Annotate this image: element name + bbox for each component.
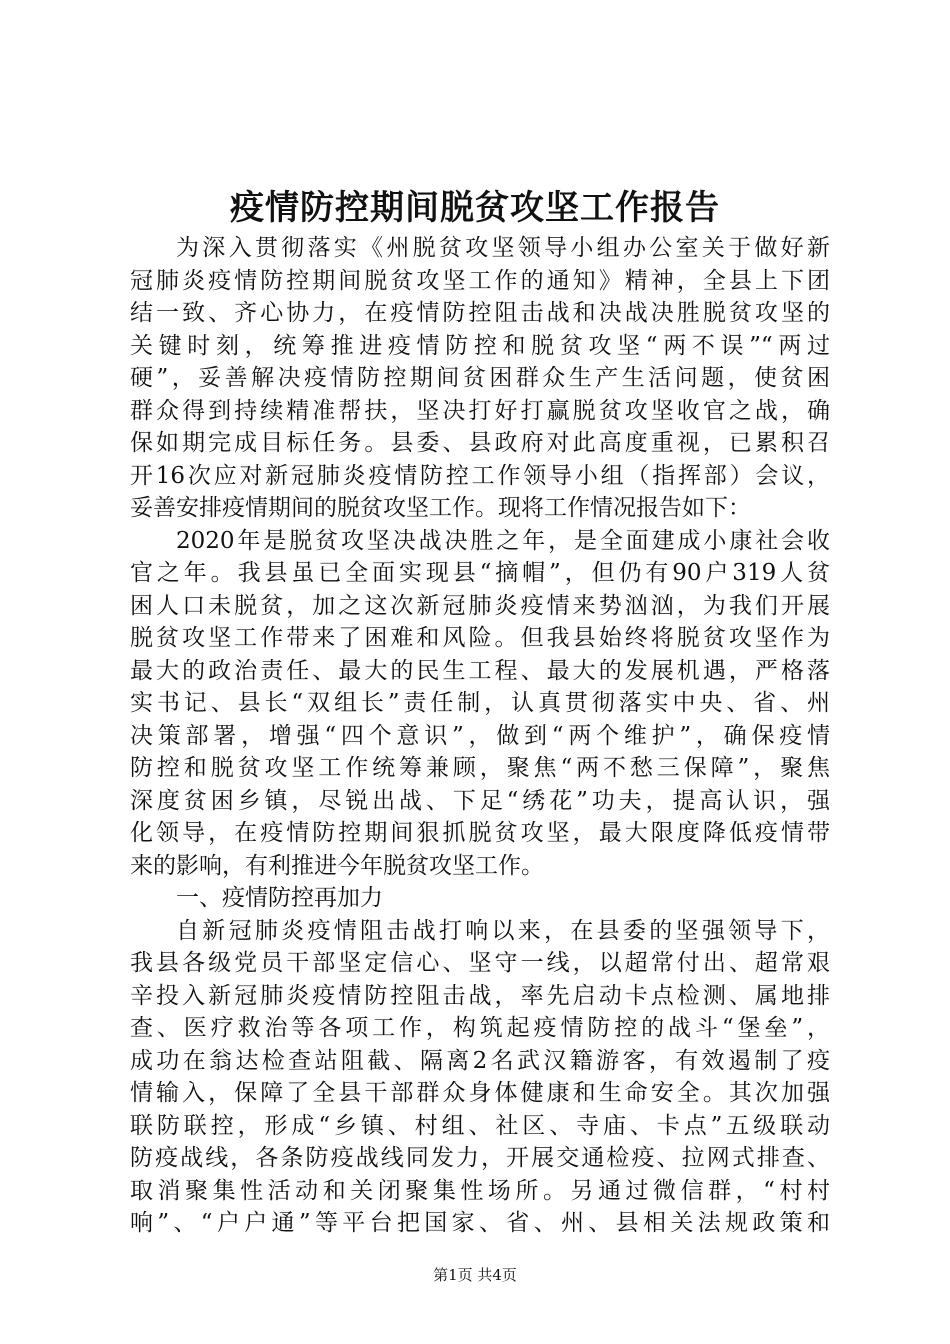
text-line: 查、医疗救治等各项工作，构筑起疫情防控的战斗“堡垒”， [130,1015,830,1041]
text-line: 响”、“户户通”等平台把国家、省、州、县相关法规政策和 [130,1210,830,1236]
text-line: 妥善安排疫情期间的脱贫攻坚工作。现将工作情况报告如下： [130,495,751,521]
text-line: 我县各级党员干部坚定信心、坚守一线，以超常付出、超常艰 [130,950,830,976]
text-line: 官之年。我县虽已全面实现县“摘帽”，但仍有90户319人贫 [130,560,830,586]
text-line: 结一致、齐心协力，在疫情防控阻击战和决战决胜脱贫攻坚的 [130,300,830,326]
text-line: 脱贫攻坚工作带来了困难和风险。但我县始终将脱贫攻坚作为 [130,625,830,651]
text-line: 冠肺炎疫情防控期间脱贫攻坚工作的通知》精神，全县上下团 [130,267,830,294]
text-line: 群众得到持续精准帮扶，坚决打好打赢脱贫攻坚收官之战，确 [130,397,830,424]
text-line: 成功在翁达检查站阻截、隔离2名武汉籍游客，有效遏制了疫 [130,1047,830,1074]
text-line: 决策部署，增强“四个意识”，做到“两个维护”，确保疫情 [130,722,830,749]
document-title: 疫情防控期间脱贫攻坚工作报告 [230,188,720,228]
text-line: 辛投入新冠肺炎疫情防控阻击战，率先启动卡点检测、属地排 [130,982,830,1009]
text-line: 防控和脱贫攻坚工作统筹兼顾，聚焦“两不愁三保障”，聚焦 [130,755,830,781]
text-line: 情输入，保障了全县干部群众身体健康和生命安全。其次加强 [130,1080,830,1106]
section-heading: 一、疫情防控再加力 [176,885,383,911]
text-line: 困人口未脱贫，加之这次新冠肺炎疫情来势汹汹，为我们开展 [130,592,830,619]
page-footer: 第1页 共4页 [433,1266,517,1284]
text-line: 来的影响，有利推进今年脱贫攻坚工作。 [130,852,544,879]
text-line: 化领导，在疫情防控期间狠抓脱贫攻坚，最大限度降低疫情带 [130,820,830,846]
text-line: 2020年是脱贫攻坚决战决胜之年，是全面建成小康社会收 [176,527,830,554]
text-line: 保如期完成目标任务。县委、县政府对此高度重视，已累积召 [130,430,830,456]
text-line: 防疫战线，各条防疫战线同发力，开展交通检疫、拉网式排查、 [130,1145,830,1171]
text-line: 取消聚集性活动和关闭聚集性场所。另通过微信群，“村村 [130,1177,830,1204]
text-line: 实书记、县长“双组长”责任制，认真贯彻落实中央、省、州 [130,690,830,716]
text-line: 深度贫困乡镇，尽锐出战、下足“绣花”功夫，提高认识，强 [130,787,830,814]
text-line: 最大的政治责任、最大的民生工程、最大的发展机遇，严格落 [130,657,830,684]
text-line: 关键时刻，统筹推进疫情防控和脱贫攻坚“两不误”“两过 [130,332,830,359]
text-line: 联防联控，形成“乡镇、村组、社区、寺庙、卡点”五级联动 [130,1112,830,1139]
text-line: 硬”，妥善解决疫情防控期间贫困群众生产生活问题，使贫困 [130,365,830,391]
document-body [130,232,830,1240]
text-line: 自新冠肺炎疫情阻击战打响以来，在县委的坚强领导下， [176,917,830,944]
text-line: 为深入贯彻落实《州脱贫攻坚领导小组办公室关于做好新 [176,235,830,261]
text-line: 开16次应对新冠肺炎疫情防控工作领导小组（指挥部）会议， [130,462,830,489]
